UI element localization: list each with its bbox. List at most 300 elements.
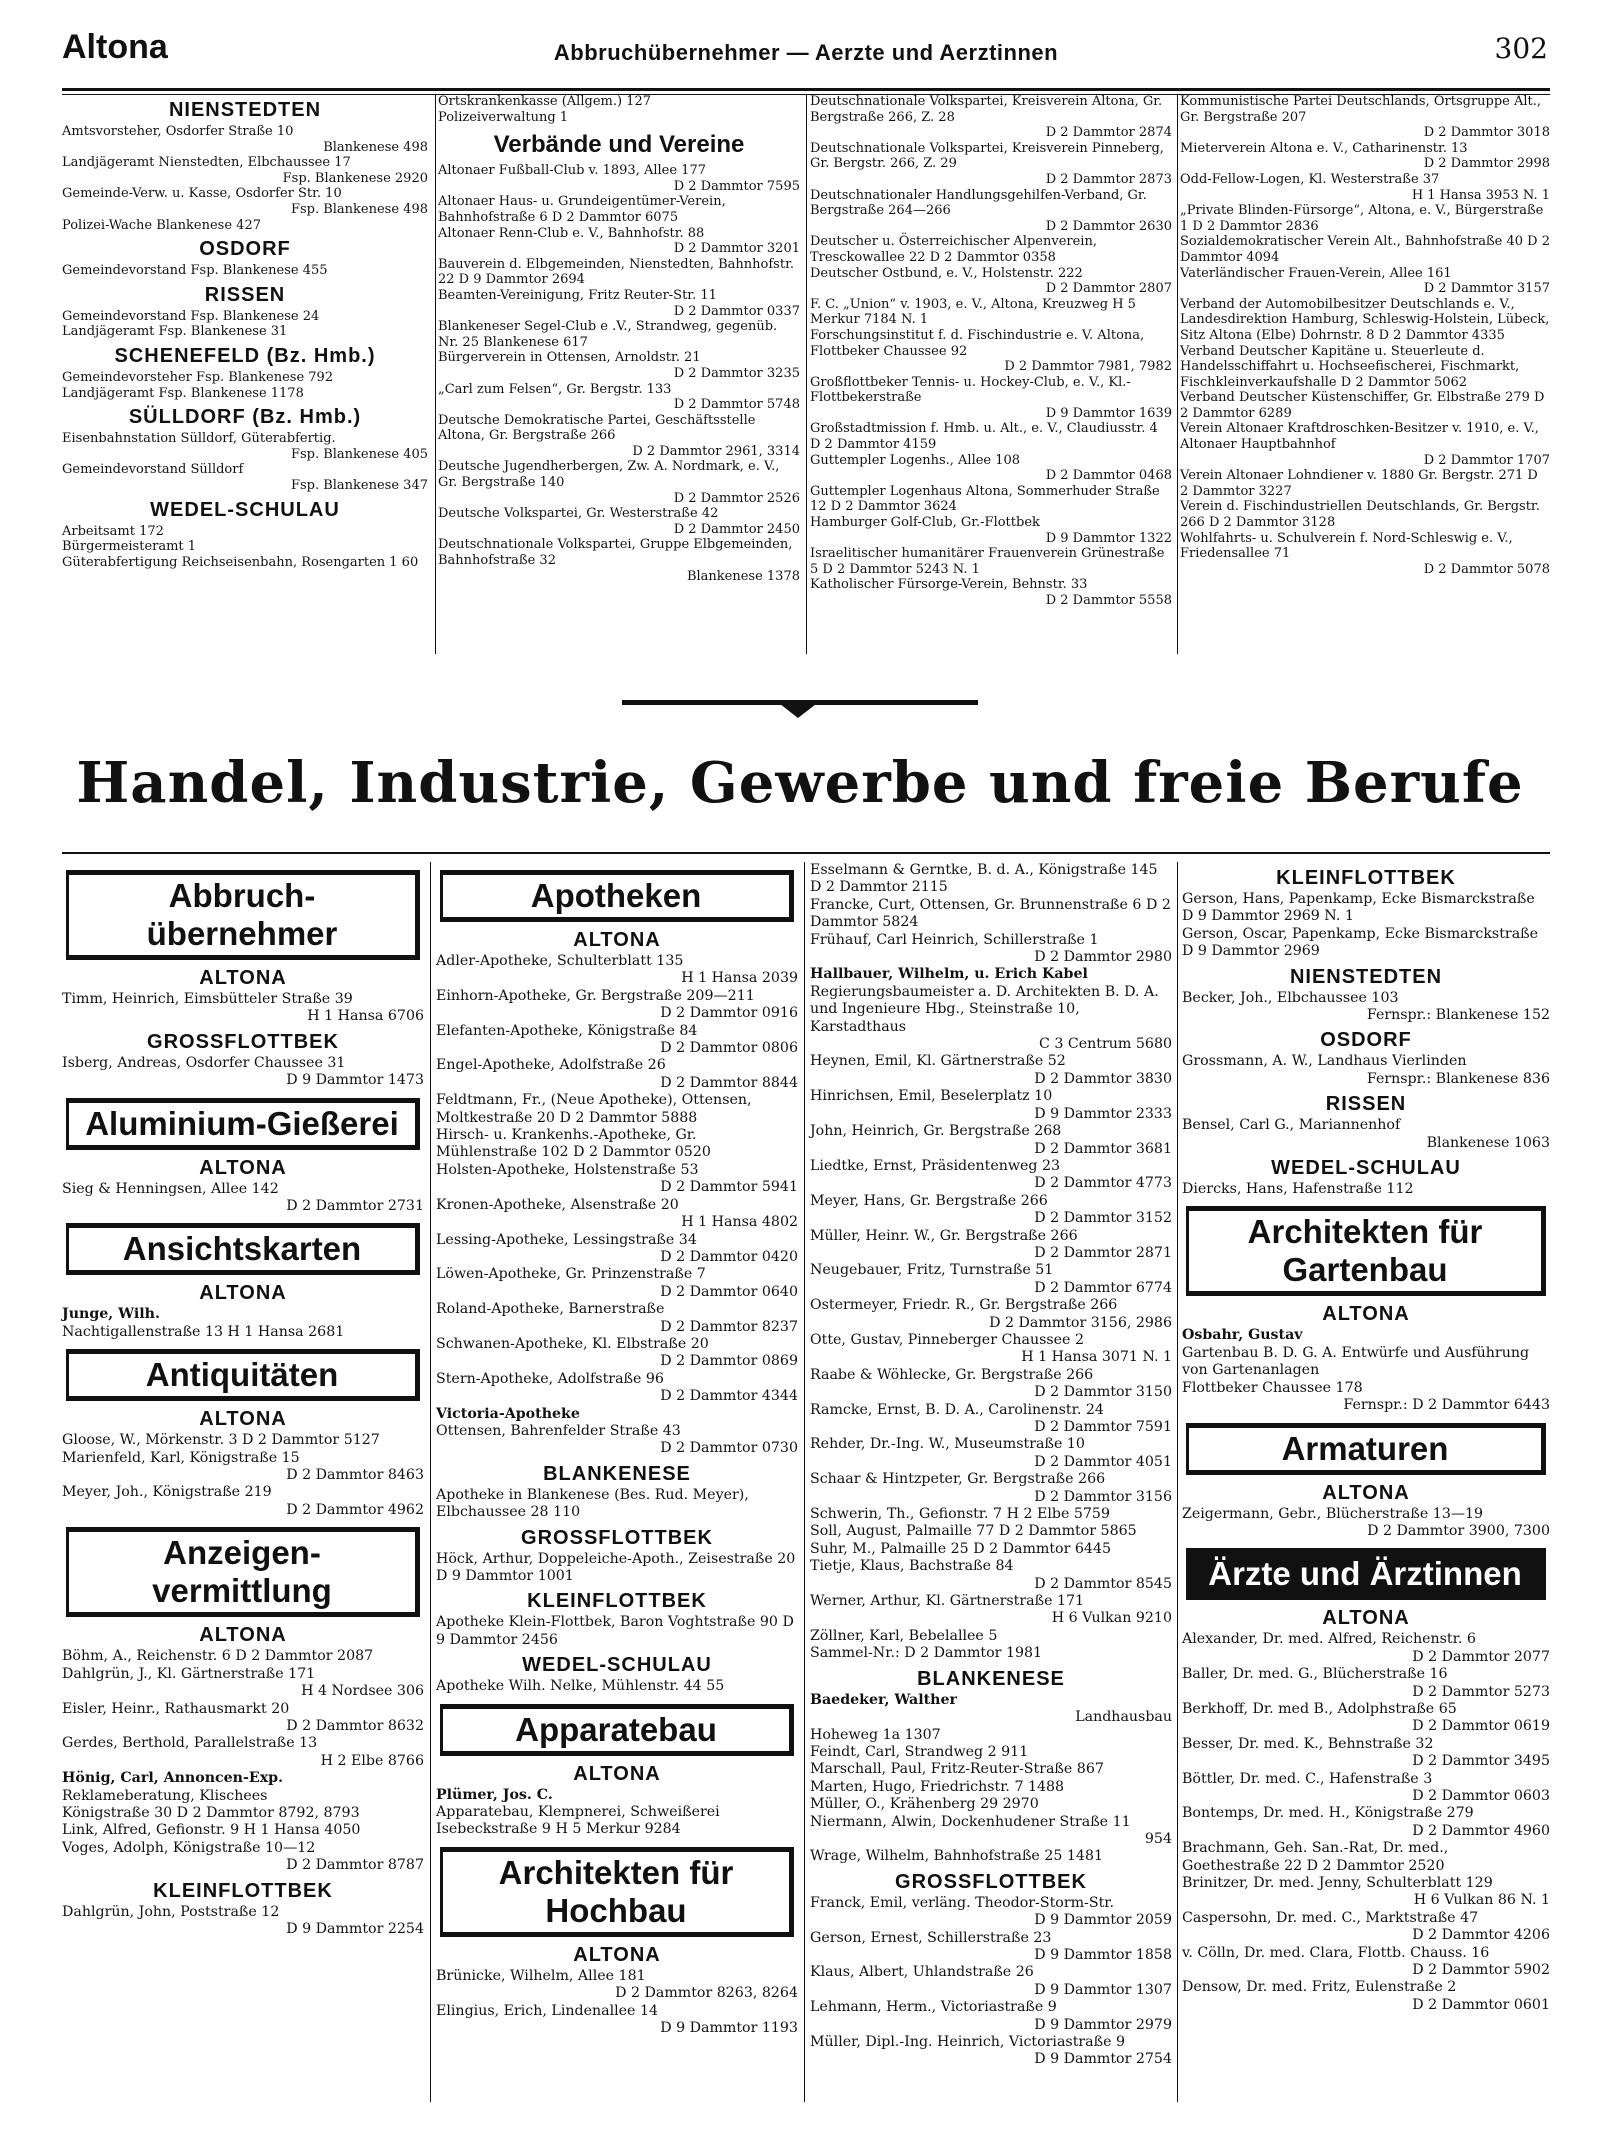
- directory-entry: Marienfeld, Karl, Königstraße 15: [62, 1449, 300, 1466]
- main-column-1: [62, 862, 424, 1938]
- directory-entry: Regierungsbaumeister a. D. Architekten B. D. A. und Ingenieure Hbg., Steinstraße 10, Karstadthaus: [810, 983, 1159, 1035]
- directory-entry: Holsten-Apotheke, Holstenstraße 53: [436, 1161, 699, 1178]
- directory-entry: Bensel, Carl G., Mariannenhof: [1182, 1117, 1401, 1134]
- phone-line: D 2 Dammtor 2873: [1045, 171, 1172, 187]
- directory-entry: Werner, Arthur, Kl. Gärtnerstraße 171: [810, 1593, 1085, 1610]
- directory-entry-bold: Hönig, Carl, Annoncen-Exp.: [62, 1770, 284, 1787]
- phone-line: D 2 Dammtor 0869: [660, 1353, 798, 1370]
- place-heading: ALTONA: [1322, 1481, 1410, 1504]
- directory-entry: „Private Blinden-Fürsorge“, Altona, e. V., Bürgerstraße 1 D 2 Dammtor 2836: [1180, 203, 1544, 234]
- directory-entry: Baller, Dr. med. G., Blücherstraße 16: [1182, 1666, 1448, 1683]
- directory-entry: Gemeindevorstand Fsp. Blankenese 24: [62, 308, 320, 324]
- directory-entry: Landjägeramt Fsp. Blankenese 31: [62, 324, 288, 340]
- directory-entry: Adler-Apotheke, Schulterblatt 135: [436, 953, 684, 969]
- phone-line: H 1 Hansa 3953 N. 1: [1411, 187, 1550, 203]
- directory-entry: Guttempler Logenhaus Altona, Sommerhuder Straße 12 D 2 Dammtor 3624: [810, 483, 1160, 515]
- directory-entry: Voges, Adolph, Königstraße 10—12: [62, 1839, 316, 1856]
- phone-line: H 4 Nordsee 306: [301, 1683, 424, 1700]
- directory-entry: Mieterverein Altona e. V., Catharinenstr. 13: [1180, 140, 1468, 156]
- directory-entry: Zöllner, Karl, Bebelallee 5: [810, 1627, 998, 1644]
- directory-entry: Besser, Dr. med. K., Behnstraße 32: [1182, 1735, 1434, 1752]
- place-heading: ALTONA: [573, 929, 661, 951]
- directory-entry: Altonaer Haus- u. Grundeigentümer-Verein, Bahnhofstraße 6 D 2 Dammtor 6075: [438, 194, 726, 225]
- directory-entry: Altonaer Renn-Club e. V., Bahnhofstr. 88: [438, 225, 705, 241]
- directory-entry: Elingius, Erich, Lindenallee 14: [436, 2002, 659, 2019]
- directory-entry: Hirsch- u. Krankenhs.-Apotheke, Gr. Mühlenstraße 102 D 2 Dammtor 0520: [436, 1127, 711, 1161]
- phone-line: D 2 Dammtor 3495: [1412, 1753, 1550, 1770]
- directory-entry: Nachtigallenstraße 13 H 1 Hansa 2681: [62, 1323, 345, 1340]
- phone-line: H 2 Elbe 8766: [320, 1752, 424, 1769]
- directory-entry: Forschungsinstitut f. d. Fischindustrie e. V. Altona, Flottbeker Chaussee 92: [810, 327, 1145, 359]
- phone-line: D 2 Dammtor 3152: [1034, 1210, 1172, 1227]
- directory-entry: Gerson, Hans, Papenkamp, Ecke Bismarckstraße D 9 Dammtor 2969 N. 1: [1182, 891, 1535, 925]
- phone-line: Landhausbau: [1075, 1709, 1172, 1726]
- directory-entry: Deutsche Volkspartei, Gr. Westerstraße 42: [438, 506, 719, 522]
- directory-entry-bold: Baedeker, Walther: [810, 1691, 957, 1708]
- directory-entry: Amtsvorsteher, Osdorfer Straße 10: [62, 124, 294, 139]
- directory-entry: Klaus, Albert, Uhlandstraße 26: [810, 1964, 1034, 1981]
- directory-entry: Israelitischer humanitärer Frauenverein Grünestraße 5 D 2 Dammtor 5243 N. 1: [810, 546, 1165, 577]
- column-divider: [435, 94, 436, 654]
- place-heading: ALTONA: [199, 1408, 287, 1431]
- category-heading: Antiquitäten: [66, 1349, 420, 1401]
- place-heading: ALTONA: [199, 1282, 287, 1305]
- directory-entry: Ortskrankenkasse (Allgem.) 127: [438, 94, 651, 109]
- directory-entry: Polizeiverwaltung 1: [438, 109, 569, 125]
- phone-line: D 2 Dammtor 7595: [673, 178, 800, 194]
- directory-entry: Gartenbau B. D. G. A. Entwürfe und Ausführung von Gartenanlagen: [1182, 1344, 1530, 1379]
- directory-entry: Hinrichsen, Emil, Beselerplatz 10: [810, 1088, 1053, 1105]
- directory-entry: Isberg, Andreas, Osdorfer Chaussee 31: [62, 1054, 346, 1071]
- directory-entry: „Carl zum Felsen“, Gr. Bergstr. 133: [438, 381, 672, 397]
- place-heading: WEDEL-SCHULAU: [522, 1654, 712, 1677]
- phone-line: H 1 Hansa 3071 N. 1: [1021, 1349, 1172, 1366]
- place-heading: RISSEN: [1325, 1093, 1407, 1116]
- main-column-4: [1182, 862, 1550, 2014]
- directory-entry: Dahlgrün, J., Kl. Gärtnerstraße 171: [62, 1665, 316, 1682]
- directory-entry: Diercks, Hans, Hafenstraße 112: [1182, 1181, 1414, 1198]
- phone-line: H 1 Hansa 2039: [681, 970, 798, 987]
- directory-entry: Kronen-Apotheke, Alsenstraße 20: [436, 1196, 679, 1213]
- top-column-4: [1180, 94, 1550, 577]
- category-heading: Apparatebau: [440, 1704, 794, 1756]
- directory-entry: Heynen, Emil, Kl. Gärtnerstraße 52: [810, 1053, 1066, 1070]
- directory-entry: Gerson, Oscar, Papenkamp, Ecke Bismarckstraße D 9 Dammtor 2969: [1182, 925, 1539, 960]
- column-divider: [1177, 862, 1178, 2102]
- place-heading: ALTONA: [199, 1156, 287, 1179]
- directory-entry: Ottensen, Bahrenfelder Straße 43: [436, 1422, 681, 1439]
- directory-entry: Kommunistische Partei Deutschlands, Ortsgruppe Alt., Gr. Bergstraße 207: [1180, 94, 1542, 125]
- directory-entry: Marschall, Paul, Fritz-Reuter-Straße 867: [810, 1761, 1104, 1778]
- phone-line: Blankenese 1378: [686, 568, 800, 584]
- phone-line: D 2 Dammtor 3681: [1034, 1140, 1172, 1157]
- phone-line: D 2 Dammtor 8787: [286, 1857, 424, 1874]
- directory-entry: Eisenbahnstation Sülldorf, Güterabfertig.: [62, 431, 336, 447]
- directory-entry: Rehder, Dr.-Ing. W., Museumstraße 10: [810, 1436, 1085, 1453]
- directory-entry: Frühauf, Carl Heinrich, Schillerstraße 1: [810, 931, 1099, 948]
- phone-line: H 6 Vulkan 86 N. 1: [1413, 1892, 1550, 1909]
- directory-entry: John, Heinrich, Gr. Bergstraße 268: [810, 1123, 1062, 1140]
- directory-entry: Liedtke, Ernst, Präsidentenweg 23: [810, 1157, 1061, 1174]
- phone-line: Fsp. Blankenese 2920: [282, 170, 428, 186]
- phone-line: Blankenese 1063: [1426, 1134, 1550, 1151]
- place-heading: GROSSFLOTTBEK: [521, 1526, 713, 1549]
- directory-entry: Beamten-Vereinigung, Fritz Reuter-Str. 11: [438, 287, 717, 303]
- phone-line: Fernspr.: Blankenese 836: [1366, 1070, 1550, 1087]
- phone-line: D 2 Dammtor 2077: [1412, 1648, 1550, 1665]
- directory-entry: v. Cölln, Dr. med. Clara, Flottb. Chauss. 16: [1182, 1944, 1490, 1961]
- directory-entry: Königstraße 30 D 2 Dammtor 8792, 8793: [62, 1804, 360, 1821]
- directory-entry: Bontemps, Dr. med. H., Königstraße 279: [1182, 1805, 1474, 1822]
- directory-entry: Großstadtmission f. Hmb. u. Alt., e. V., Claudiusstr. 4 D 2 Dammtor 4159: [810, 421, 1158, 453]
- directory-entry: Blankeneser Segel-Club e .V., Strandweg, gegenüb. Nr. 25 Blankenese 617: [438, 319, 778, 350]
- category-heading: Ansichtskarten: [66, 1223, 420, 1275]
- directory-entry: Franck, Emil, verläng. Theodor-Storm-Str.: [810, 1894, 1114, 1911]
- phone-line: D 2 Dammtor 5273: [1412, 1683, 1550, 1700]
- phone-line: D 2 Dammtor 2807: [1045, 281, 1172, 297]
- category-heading: Armaturen: [1186, 1423, 1546, 1475]
- directory-entry: Alexander, Dr. med. Alfred, Reichenstr. 6: [1182, 1631, 1476, 1648]
- directory-entry: Feindt, Carl, Strandweg 2 911: [810, 1743, 1029, 1760]
- directory-entry: Deutscher Ostbund, e. V., Holstenstr. 222: [810, 265, 1083, 281]
- directory-entry: Francke, Curt, Ottensen, Gr. Brunnenstraße 6 D 2 Dammtor 5824: [810, 896, 1171, 931]
- directory-entry: Sammel-Nr.: D 2 Dammtor 1981: [810, 1645, 1043, 1662]
- directory-entry: Böhm, A., Reichenstr. 6 D 2 Dammtor 2087: [62, 1648, 374, 1665]
- place-heading: ALTONA: [573, 1762, 661, 1785]
- directory-entry: Großflottbeker Tennis- u. Hockey-Club, e. V., Kl.-Flottbekerstraße: [810, 374, 1131, 406]
- phone-line: D 2 Dammtor 2871: [1034, 1244, 1172, 1261]
- directory-entry: Verein Altonaer Kraftdroschken-Besitzer v. 1910, e. V., Altonaer Hauptbahnhof: [1180, 421, 1539, 453]
- phone-line: D 2 Dammtor 2874: [1045, 125, 1172, 141]
- phone-line: D 2 Dammtor 0601: [1412, 1996, 1550, 2013]
- place-heading: WEDEL-SCHULAU: [150, 498, 340, 521]
- category-heading: Apotheken: [440, 870, 794, 922]
- phone-line: D 9 Dammtor 2254: [286, 1920, 424, 1937]
- phone-line: D 2 Dammtor 4206: [1412, 1927, 1550, 1944]
- directory-entry: Verband der Automobilbesitzer Deutschlands e. V., Landesdirektion Hamburg, Schleswig-Holstein, Lübeck, Sitz Altona (Elbe) Dohrnstr. 8 D 2 Dammtor 4335: [1180, 296, 1550, 343]
- directory-entry: Dahlgrün, John, Poststraße 12: [62, 1903, 280, 1920]
- directory-entry: Link, Alfred, Gefionstr. 9 H 1 Hansa 4050: [62, 1822, 361, 1839]
- directory-entry: F. C. „Union“ v. 1903, e. V., Altona, Kreuzweg H 5 Merkur 7184 N. 1: [810, 296, 1136, 328]
- directory-entry: Engel-Apotheke, Adolfstraße 26: [436, 1057, 666, 1074]
- place-heading: ALTONA: [1322, 1303, 1410, 1326]
- phone-line: D 2 Dammtor 7591: [1034, 1419, 1172, 1435]
- directory-entry: Polizei-Wache Blankenese 427: [62, 217, 261, 233]
- phone-line: D 2 Dammtor 3830: [1034, 1070, 1172, 1087]
- phone-line: D 2 Dammtor 5558: [1045, 593, 1172, 608]
- directory-entry: Gloose, W., Mörkenstr. 3 D 2 Dammtor 5127: [62, 1432, 380, 1449]
- directory-entry: Timm, Heinrich, Eimsbütteler Straße 39: [62, 991, 353, 1007]
- phone-line: D 2 Dammtor 8632: [286, 1717, 424, 1734]
- directory-entry: Brünicke, Wilhelm, Allee 181: [436, 1967, 646, 1984]
- directory-entry: Landjägeramt Nienstedten, Elbchaussee 17: [62, 155, 351, 171]
- phone-line: D 2 Dammtor 3157: [1423, 281, 1550, 297]
- category-heading: Aluminium-Gießerei: [66, 1098, 420, 1150]
- phone-line: D 2 Dammtor 0916: [660, 1005, 798, 1022]
- phone-line: D 9 Dammtor 1193: [660, 2020, 798, 2037]
- phone-line: Fernspr.: D 2 Dammtor 6443: [1343, 1397, 1550, 1414]
- place-heading: BLANKENESE: [543, 1462, 691, 1485]
- phone-line: H 1 Hansa 4802: [681, 1214, 798, 1231]
- directory-entry: Katholischer Fürsorge-Verein, Behnstr. 33: [810, 577, 1088, 593]
- directory-entry-bold: Victoria-Apotheke: [436, 1405, 580, 1422]
- phone-line: D 2 Dammtor 0468: [1045, 468, 1172, 484]
- phone-line: D 2 Dammtor 8237: [660, 1318, 798, 1335]
- phone-line: D 2 Dammtor 3235: [673, 365, 800, 381]
- category-heading: Architekten für Hochbau: [440, 1847, 794, 1937]
- directory-entry: Deutschnationaler Handlungsgehilfen-Verband, Gr. Bergstraße 264—266: [810, 187, 1147, 219]
- top-column-1: [62, 94, 428, 570]
- directory-entry: Gemeindevorstand Fsp. Blankenese 455: [62, 263, 328, 279]
- directory-entry: Ramcke, Ernst, B. D. A., Carolinenstr. 24: [810, 1401, 1104, 1418]
- directory-entry: Deutsche Jugendherbergen, Zw. A. Nordmark, e. V., Gr. Bergstraße 140: [438, 459, 780, 491]
- directory-entry: Bauverein d. Elbgemeinden, Nienstedten, Bahnhofstr. 22 D 9 Dammtor 2694: [438, 256, 794, 288]
- directory-entry: Verband Deutscher Kapitäne u. Steuerleute d. Handelsschiffahrt u. Hochseefischerei, Fischmarkt, Fischkleinverkaufshalle D 2 Dammtor 5062: [1180, 343, 1520, 390]
- phone-line: D 9 Dammtor 1322: [1045, 530, 1172, 546]
- place-heading: OSDORF: [199, 238, 291, 261]
- column-divider: [430, 862, 431, 2102]
- place-heading: ALTONA: [199, 1624, 287, 1647]
- directory-entry: Sieg & Henningsen, Allee 142: [62, 1180, 279, 1197]
- phone-line: D 2 Dammtor 2998: [1423, 156, 1550, 172]
- directory-entry: Gerson, Ernest, Schillerstraße 23: [810, 1929, 1052, 1946]
- directory-entry: Meyer, Joh., Königstraße 219: [62, 1484, 272, 1501]
- place-heading: GROSSFLOTTBEK: [895, 1870, 1087, 1893]
- directory-entry: Stern-Apotheke, Adolfstraße 96: [436, 1370, 664, 1387]
- place-heading: KLEINFLOTTBEK: [153, 1879, 333, 1902]
- directory-entry: Brinitzer, Dr. med. Jenny, Schulterblatt 129: [1182, 1875, 1493, 1891]
- directory-entry: Bürgermeisteramt 1: [62, 539, 197, 555]
- directory-entry: Apotheke in Blankenese (Bes. Rud. Meyer), Elbchaussee 28 110: [436, 1486, 749, 1521]
- directory-entry: Zeigermann, Gebr., Blücherstraße 13—19: [1182, 1505, 1484, 1522]
- phone-line: D 2 Dammtor 5941: [660, 1179, 798, 1196]
- column-divider: [806, 94, 807, 654]
- directory-entry: Gemeinde-Verw. u. Kasse, Osdorfer Str. 10: [62, 186, 342, 202]
- phone-line: D 2 Dammtor 0420: [660, 1248, 798, 1265]
- directory-entry: Hoheweg 1a 1307: [810, 1726, 941, 1743]
- phone-line: 954: [1144, 1830, 1172, 1847]
- directory-entry: Einhorn-Apotheke, Gr. Bergstraße 209—211: [436, 987, 755, 1004]
- phone-line: D 2 Dammtor 4051: [1034, 1453, 1172, 1470]
- place-heading: ALTONA: [199, 967, 287, 989]
- directory-entry: Becker, Joh., Elbchaussee 103: [1182, 989, 1399, 1006]
- directory-entry: Verband Deutscher Küstenschiffer, Gr. Elbstraße 279 D 2 Dammtor 6289: [1180, 390, 1545, 421]
- page-header: [62, 26, 1550, 82]
- place-heading: NIENSTEDTEN: [168, 99, 322, 121]
- place-heading: WEDEL-SCHULAU: [1271, 1157, 1461, 1180]
- phone-line: D 2 Dammtor 0730: [660, 1440, 798, 1457]
- subsection-heading: Verbände und Vereine: [493, 131, 745, 159]
- directory-entry: Deutschnationale Volkspartei, Kreisverein Altona, Gr. Bergstraße 266, Z. 28: [810, 94, 1163, 125]
- directory-entry: Bürgerverein in Ottensen, Arnoldstr. 21: [438, 350, 701, 366]
- phone-line: D 2 Dammtor 6774: [1034, 1279, 1172, 1296]
- phone-line: D 2 Dammtor 5902: [1412, 1962, 1550, 1979]
- directory-entry: Guttempler Logenhs., Allee 108: [810, 452, 1021, 468]
- directory-entry: Gerdes, Berthold, Parallelstraße 13: [62, 1735, 318, 1752]
- category-heading: Abbruch-übernehmer: [66, 870, 420, 960]
- phone-line: C 3 Centrum 5680: [1039, 1036, 1172, 1053]
- phone-line: D 2 Dammtor 4960: [1412, 1822, 1550, 1839]
- directory-entry: Soll, August, Palmaille 77 D 2 Dammtor 5865: [810, 1523, 1137, 1540]
- directory-entry: Landjägeramt Fsp. Blankenese 1178: [62, 385, 304, 401]
- directory-entry: Verein Altonaer Lohndiener v. 1880 Gr. Bergstr. 271 D 2 Dammtor 3227: [1180, 468, 1538, 499]
- header-rule: [62, 88, 1550, 91]
- phone-line: D 2 Dammtor 3018: [1423, 125, 1550, 141]
- phone-line: D 2 Dammtor 3150: [1034, 1384, 1172, 1401]
- category-heading: Ärzte und Ärztinnen: [1186, 1548, 1546, 1600]
- phone-line: D 2 Dammtor 3156, 2986: [989, 1314, 1172, 1331]
- phone-line: Fsp. Blankenese 405: [290, 446, 428, 462]
- directory-entry: Raabe & Wöhlecke, Gr. Bergstraße 266: [810, 1366, 1094, 1383]
- directory-entry: Caspersohn, Dr. med. C., Marktstraße 47: [1182, 1909, 1479, 1926]
- phone-line: D 9 Dammtor 2059: [1034, 1912, 1172, 1929]
- phone-line: D 2 Dammtor 0337: [673, 303, 800, 319]
- directory-entry: Lessing-Apotheke, Lessingstraße 34: [436, 1231, 697, 1248]
- phone-line: D 2 Dammtor 0619: [1412, 1718, 1550, 1735]
- place-heading: OSDORF: [1320, 1029, 1412, 1052]
- directory-entry: Wohlfahrts- u. Schulverein f. Nord-Schleswig e. V., Friedensallee 71: [1180, 530, 1513, 562]
- phone-line: D 2 Dammtor 1707: [1423, 452, 1550, 468]
- directory-entry: Densow, Dr. med. Fritz, Eulenstraße 2: [1182, 1979, 1457, 1996]
- directory-entry: Deutschnationale Volkspartei, Kreisverein Pinneberg, Gr. Bergstr. 266, Z. 29: [810, 140, 1164, 172]
- place-heading: BLANKENESE: [917, 1667, 1065, 1690]
- place-heading: KLEINFLOTTBEK: [1276, 867, 1456, 889]
- place-heading: NIENSTEDTEN: [1289, 965, 1443, 988]
- directory-entry: Müller, O., Krähenberg 29 2970: [810, 1796, 1039, 1813]
- place-heading: RISSEN: [204, 283, 286, 306]
- phone-line: D 9 Dammtor 1307: [1034, 1981, 1172, 1998]
- directory-entry: Apotheke Klein-Flottbek, Baron Voghtstraße 90 D 9 Dammtor 2456: [436, 1614, 794, 1648]
- directory-entry: Flottbeker Chaussee 178: [1182, 1379, 1363, 1396]
- phone-line: D 9 Dammtor 2754: [1034, 2051, 1172, 2068]
- phone-line: D 2 Dammtor 8545: [1034, 1575, 1172, 1592]
- phone-line: D 2 Dammtor 0603: [1412, 1787, 1550, 1804]
- directory-entry: Elefanten-Apotheke, Königstraße 84: [436, 1022, 698, 1039]
- directory-entry-bold: Plümer, Jos. C.: [436, 1786, 553, 1803]
- directory-entry: Gemeindevorsteher Fsp. Blankenese 792: [62, 369, 334, 385]
- directory-entry: Esselmann & Gerntke, B. d. A., Königstraße 145 D 2 Dammtor 2115: [810, 862, 1158, 896]
- phone-line: D 2 Dammtor 0640: [660, 1283, 798, 1300]
- directory-entry: Tietje, Klaus, Bachstraße 84: [810, 1558, 1014, 1575]
- section-rule: [62, 852, 1550, 854]
- directory-entry: Reklameberatung, Klischees: [62, 1787, 268, 1804]
- directory-entry: Feldtmann, Fr., (Neue Apotheke), Ottensen, Moltkestraße 20 D 2 Dammtor 5888: [436, 1092, 752, 1126]
- directory-entry: Niermann, Alwin, Dockenhudener Straße 11: [810, 1813, 1131, 1830]
- place-heading: ALTONA: [573, 1943, 661, 1966]
- directory-entry: Roland-Apotheke, Barnerstraße: [436, 1301, 665, 1318]
- phone-line: Fsp. Blankenese 347: [290, 477, 428, 493]
- directory-entry-bold: Junge, Wilh.: [62, 1306, 160, 1323]
- phone-line: Blankenese 498: [323, 139, 428, 155]
- phone-line: Fsp. Blankenese 498: [290, 201, 428, 217]
- directory-entry: Arbeitsamt 172: [62, 523, 164, 539]
- main-column-3: [810, 862, 1172, 2069]
- directory-entry: Meyer, Hans, Gr. Bergstraße 266: [810, 1192, 1048, 1209]
- page-number: 302: [1494, 32, 1548, 65]
- phone-line: D 9 Dammtor 1473: [286, 1072, 424, 1089]
- phone-line: D 2 Dammtor 7981, 7982: [1004, 359, 1172, 375]
- directory-entry: Deutscher u. Österreichischer Alpenverein, Tresckowallee 22 D 2 Dammtor 0358: [810, 234, 1097, 265]
- phone-line: H 6 Vulkan 9210: [1051, 1610, 1172, 1627]
- directory-entry: Güterabfertigung Reichseisenbahn, Rosengarten 1 60: [62, 554, 419, 570]
- directory-entry: Odd-Fellow-Logen, Kl. Westerstraße 37: [1180, 171, 1440, 187]
- directory-entry: Müller, Dipl.-Ing. Heinrich, Victoriastraße 9: [810, 2034, 1126, 2050]
- directory-entry: Neugebauer, Fritz, Turnstraße 51: [810, 1262, 1054, 1279]
- directory-entry: Schwerin, Th., Gefionstr. 7 H 2 Elbe 5759: [810, 1506, 1110, 1523]
- directory-entry: Deutschnationale Volkspartei, Gruppe Elbgemeinden, Bahnhofstraße 32: [438, 537, 793, 569]
- directory-entry: Suhr, M., Palmaille 25 D 2 Dammtor 6445: [810, 1540, 1111, 1557]
- section-title: Handel, Industrie, Gewerbe und freie Berufe: [76, 750, 1524, 816]
- running-head-center: Abbruchübernehmer — Aerzte und Aerztinnen: [553, 40, 1059, 65]
- phone-line: D 9 Dammtor 1858: [1034, 1946, 1172, 1963]
- directory-entry: Löwen-Apotheke, Gr. Prinzenstraße 7: [436, 1266, 706, 1283]
- phone-line: D 2 Dammtor 2961, 3314: [632, 443, 800, 459]
- directory-entry: Verein d. Fischindustriellen Deutschlands, Gr. Bergstr. 266 D 2 Dammtor 3128: [1180, 499, 1540, 531]
- top-column-2: [438, 94, 800, 584]
- main-column-2: [436, 862, 798, 2037]
- place-heading: ALTONA: [1322, 1607, 1410, 1630]
- section-ornament-tip: [780, 704, 816, 718]
- directory-entry: Berkhoff, Dr. med B., Adolphstraße 65: [1182, 1700, 1457, 1717]
- directory-entry: Apotheke Wilh. Nelke, Mühlenstr. 44 55: [436, 1678, 725, 1695]
- directory-entry: Vaterländischer Frauen-Verein, Allee 161: [1180, 265, 1452, 281]
- phone-line: D 2 Dammtor 4344: [660, 1388, 798, 1405]
- column-divider: [804, 862, 805, 2102]
- phone-line: D 2 Dammtor 2980: [1034, 949, 1172, 966]
- directory-entry: Marten, Hugo, Friedrichstr. 7 1488: [810, 1778, 1065, 1795]
- phone-line: Fernspr.: Blankenese 152: [1366, 1007, 1550, 1024]
- directory-entry: Schwanen-Apotheke, Kl. Elbstraße 20: [436, 1335, 709, 1352]
- place-heading: GROSSFLOTTBEK: [147, 1030, 339, 1053]
- directory-entry: Lehmann, Herm., Victoriastraße 9: [810, 1999, 1057, 2016]
- phone-line: D 2 Dammtor 8263, 8264: [615, 1985, 798, 2002]
- directory-entry: Müller, Heinr. W., Gr. Bergstraße 266: [810, 1227, 1078, 1244]
- directory-entry: Grossmann, A. W., Landhaus Vierlinden: [1182, 1053, 1467, 1070]
- directory-entry: Ostermeyer, Friedr. R., Gr. Bergstraße 266: [810, 1297, 1118, 1314]
- directory-entry: Deutsche Demokratische Partei, Geschäftsstelle Altona, Gr. Bergstraße 266: [438, 412, 756, 444]
- directory-entry-bold: Osbahr, Gustav: [1182, 1327, 1303, 1344]
- phone-line: D 2 Dammtor 3900, 7300: [1367, 1522, 1550, 1539]
- directory-entry: Sozialdemokratischer Verein Alt., Bahnhofstraße 40 D 2 Dammtor 4094: [1180, 234, 1550, 265]
- directory-entry: Apparatebau, Klempnerei, Schweißerei Isebeckstraße 9 H 5 Merkur 9284: [436, 1804, 720, 1838]
- phone-line: D 2 Dammtor 3201: [673, 241, 800, 257]
- top-column-3: [810, 94, 1172, 609]
- phone-line: D 2 Dammtor 2731: [286, 1198, 424, 1215]
- directory-entry: Otte, Gustav, Pinneberger Chaussee 2: [810, 1331, 1084, 1348]
- directory-entry: Brachmann, Geh. San.-Rat, Dr. med., Goethestraße 22 D 2 Dammtor 2520: [1182, 1840, 1449, 1874]
- phone-line: D 2 Dammtor 2450: [673, 521, 800, 537]
- phone-line: H 1 Hansa 6706: [307, 1008, 424, 1025]
- category-heading: Architekten für Gartenbau: [1186, 1206, 1546, 1296]
- directory-entry: Wrage, Wilhelm, Bahnhofstraße 25 1481: [810, 1848, 1103, 1865]
- directory-entry-bold: Hallbauer, Wilhelm, u. Erich Kabel: [810, 966, 1088, 983]
- place-heading: SCHENEFELD (Bz. Hmb.): [114, 344, 376, 367]
- directory-entry: Gemeindevorstand Sülldorf: [62, 462, 244, 478]
- phone-line: D 9 Dammtor 1639: [1045, 405, 1172, 421]
- phone-line: D 2 Dammtor 8844: [660, 1074, 798, 1091]
- directory-entry: Höck, Arthur, Doppeleiche-Apoth., Zeisestraße 20 D 9 Dammtor 1001: [436, 1550, 796, 1584]
- directory-entry: Hamburger Golf-Club, Gr.-Flottbek: [810, 515, 1040, 531]
- directory-entry: Böttler, Dr. med. C., Hafenstraße 3: [1182, 1770, 1433, 1787]
- phone-line: D 9 Dammtor 2333: [1034, 1105, 1172, 1122]
- phone-line: D 2 Dammtor 4962: [286, 1501, 424, 1518]
- phone-line: D 2 Dammtor 8463: [286, 1467, 424, 1484]
- place-heading: KLEINFLOTTBEK: [527, 1590, 707, 1613]
- phone-line: D 2 Dammtor 2630: [1045, 218, 1172, 234]
- phone-line: D 2 Dammtor 3156: [1034, 1488, 1172, 1505]
- category-heading: Anzeigen-vermittlung: [66, 1527, 420, 1617]
- phone-line: D 2 Dammtor 5748: [673, 397, 800, 413]
